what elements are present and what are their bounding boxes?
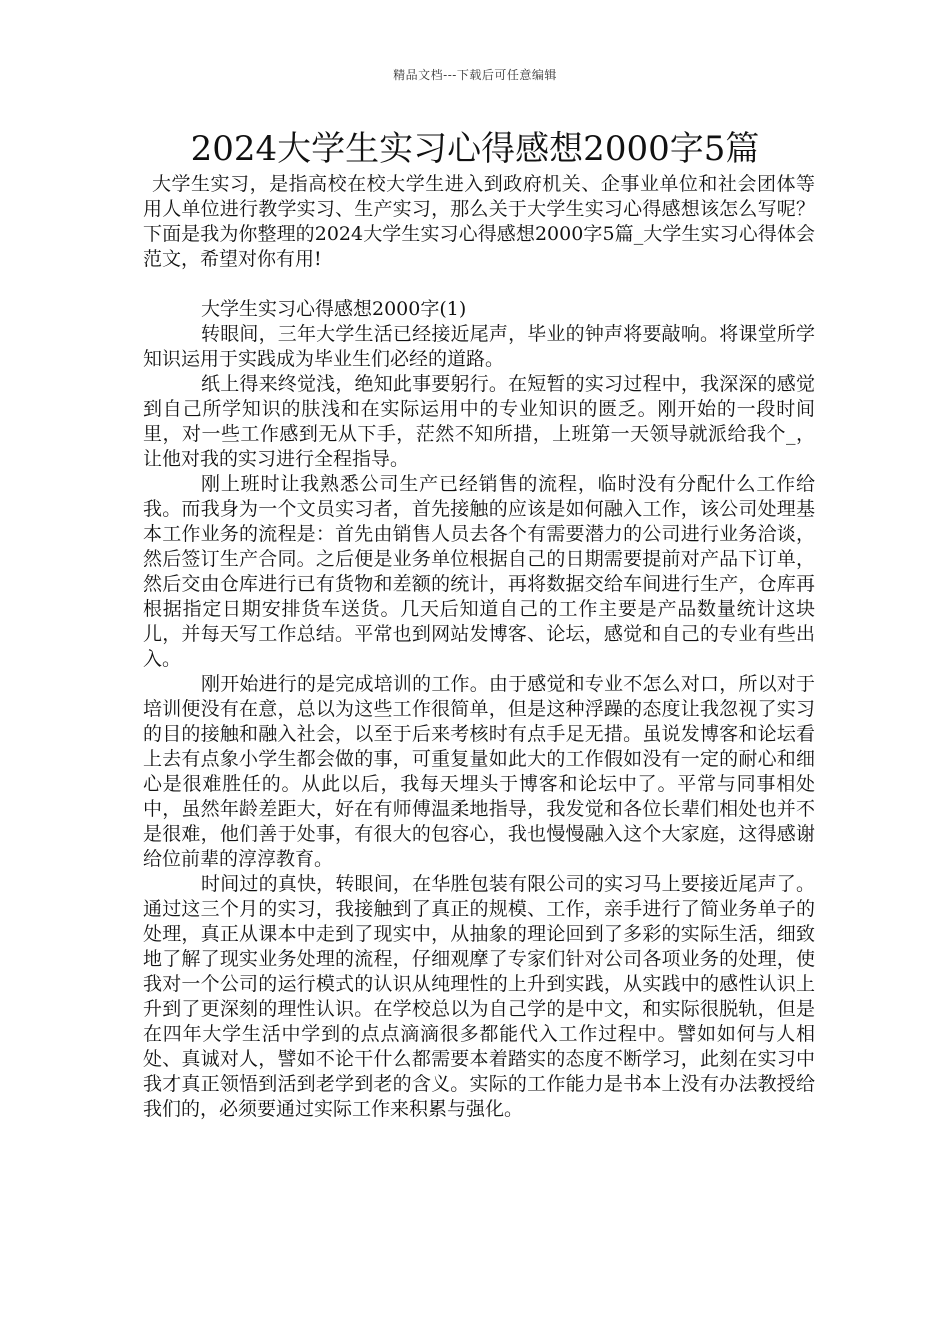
document-title: 2024大学生实习心得感想2000字5篇: [190, 129, 760, 169]
paragraph-spacer: [143, 272, 815, 297]
body-paragraph: 纸上得来终觉浅，绝知此事要躬行。在短暂的实习过程中，我深深的感觉到自己所学知识的肤浅和在实际运用中的专业知识的匮乏。刚开始的一段时间里，对一些工作感到无从下手，茫然不知所措，上班第一天领导就派给我个_，让他对我的实习进行全程指导。: [143, 373, 815, 470]
body-paragraph: 刚上班时让我熟悉公司生产已经销售的流程，临时没有分配什么工作给我。而我身为一个文员实习者，首先接触的应该是如何融入工作，该公司处理基本工作业务的流程是：首先由销售人员去各个有需要潜力的公司进行业务洽谈，然后签订生产合同。之后便是业务单位根据自己的日期需要提前对产品下订单，然后交由仓库进行已有货物和差额的统计，再将数据交给车间进行生产，仓库再根据指定日期安排货车送货。几天后知道自己的工作主要是产品数量统计这块儿，并每天写工作总结。平常也到网站发博客、论坛，感觉和自己的专业有些出入。: [143, 473, 815, 670]
intro-paragraph: 大学生实习，是指高校在校大学生进入到政府机关、企事业单位和社会团体等用人单位进行教学实习、生产实习，那么关于大学生实习心得感想该怎么写呢？下面是我为你整理的2024大学生实习心得感想2000字5篇_大学生实习心得体会范文，希望对你有用!: [143, 173, 815, 270]
page-header: 精品文档---下载后可任意编辑: [393, 68, 557, 82]
body-paragraph: 时间过的真快，转眼间，在华胜包装有限公司的实习马上要接近尾声了。通过这三个月的实习，我接触到了真正的规模、工作，亲手进行了简业务单子的处理，真正从课本中走到了现实中，从抽象的理论回到了多彩的实际生活，细致地了解了现实业务处理的流程，仔细观摩了专家们针对公司各项业务的处理，使我对一个公司的运行模式的认识从纯理性的上升到实践，从实践中的感性认识上升到了更深刻的理性认识。在学校总以为自己学的是中文，和实际很脱轨，但是在四年大学生活中学到的点点滴滴很多都能代入工作过程中。譬如如何与人相处、真诚对人，譬如不论干什么都需要本着踏实的态度不断学习，此刻在实习中我才真正领悟到活到老学到老的含义。实际的工作能力是书本上没有办法教授给我们的，必须要通过实际工作来积累与强化。: [143, 873, 815, 1120]
section-heading: 大学生实习心得感想2000字(1): [201, 298, 467, 320]
body-paragraph: 刚开始进行的是完成培训的工作。由于感觉和专业不怎么对口，所以对于培训便没有在意，总以为这些工作很简单，但是这种浮躁的态度让我忽视了实习的目的接触和融入社会，以至于后来考核时有点手足无措。虽说发博客和论坛看上去有点象小学生都会做的事，可重复量如此大的工作假如没有一定的耐心和细心是很难胜任的。从此以后，我每天埋头于博客和论坛中了。平常与同事相处中，虽然年龄差距大，好在有师傅温柔地指导，我发觉和各位长辈们相处也并不是很难，他们善于处事，有很大的包容心，我也慢慢融入这个大家庭，这得感谢给位前辈的淳淳教育。: [143, 673, 815, 870]
document-body: [143, 172, 815, 1122]
body-paragraph: 转眼间，三年大学生活已经接近尾声，毕业的钟声将要敲响。将课堂所学知识运用于实践成为毕业生们必经的道路。: [143, 323, 815, 370]
